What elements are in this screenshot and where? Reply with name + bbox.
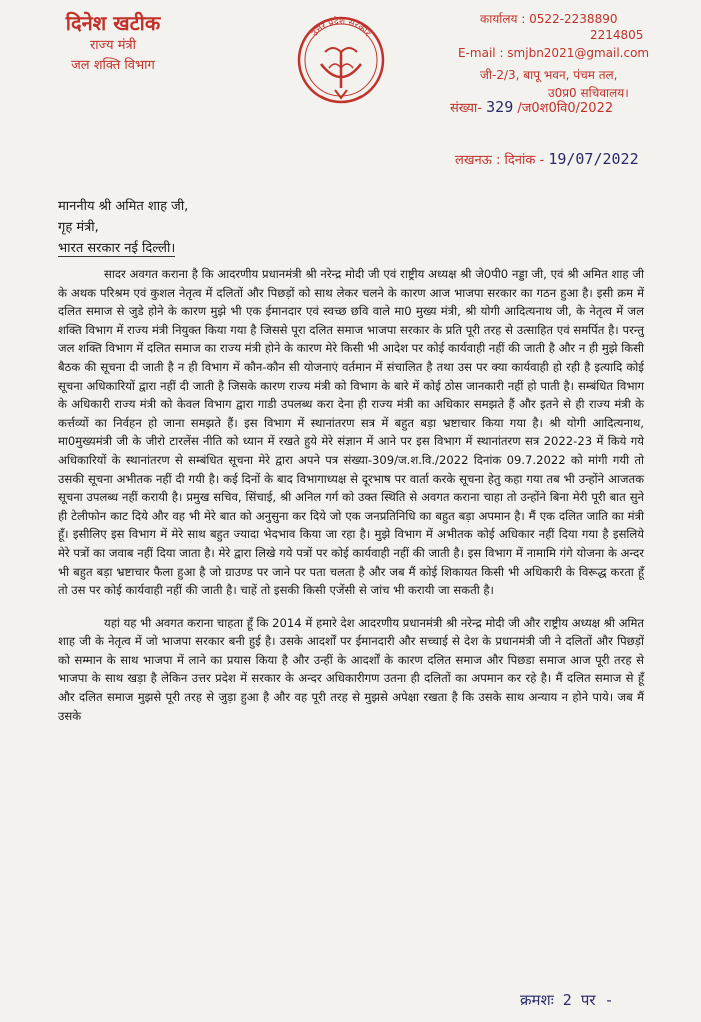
- reference-number: [450, 98, 613, 116]
- svg-text:उत्तर प्रदेश सरकार: [310, 15, 372, 39]
- addressee-office: भारत सरकार नई दिल्ली।: [58, 241, 176, 256]
- body-paragraph-1: सादर अवगत कराना है कि आदरणीय प्रधानमंत्री श्री नरेन्द्र मोदी जी एवं राष्ट्रीय अध्यक्ष श्री जे0पी0 नड्डा जी, एवं श्री अमित शाह जी के अथक परिश्रम एवं कुशल नेतृत्व में दलितों और पिछड़ों को साथ लेकर चलने के कारण आज भाजपा सरकार का गठन हुआ है। इसी क्रम में दलित समाज से जुडे होने के कारण मुझे भी एक ईमानदार एवं स्वच्छ छवि वाले मा0 मुख्य मंत्री, श्री योगी आदित्यनाथ जी, के नेतृत्व में जल शक्ति विभाग में राज्य मंत्री नियुक्त किया गया है जिससे पूरा दलित समाज भाजपा सरकार के प्रति पूरी तरह से उत्साहित एवं समर्पित है। परन्तु जल शक्ति विभाग में दलित समाज का राज्य मंत्री होने के कारण मेरे किसी भी आदेश पर कोई कार्यवाही नहीं की जाती है और न ही मुझे किसी बैठक की सूचना दी जाती है न ही विभाग में कौन-कौन सी योजनाएं वर्तमान में संचालित है तथा उस पर क्या कार्यवाही हो रही है इत्यादि कोई सूचना अधिकारियों द्वारा नहीं दी जाती है जिसके कारण राज्य मंत्री को विभाग के बारे में कोई ठोस जानकारी नहीं हो पाती है। सम्बंधित विभाग के अधिकारी राज्य मंत्री को केवल विभाग द्वारा गाडी उपलब्ध करा देना ही राज्य मंत्री का अधिकार समझते हैं और इतने से ही राज्य मंत्री के कर्त्तव्यों का निर्वहन हो जाना समझते हैं। इस विभाग में स्थानांतरण सत्र में बहुत बड़ा भ्रष्टाचार किया गया है। श्री योगी आदित्यनाथ, मा0मुख्यमंत्री जी के जीरो टारलेंस नीति को ध्यान में रखते हुये मेरे संज्ञान में आने पर इस विभाग में स्थानांतरण सत्र 2022-23 में किये गये अधिकारियों के स्थानांतरण से सम्बंधित सूचना मेरे द्वारा अपने पत्र संख्या-309/ज.श.वि./2022 दिनांक 09.7.2022 को मांगी गयी तो उसकी सूचना अभीतक नहीं दी गयी है। कई दिनों के बाद विभागाध्यक्ष से दूरभाष पर वार्ता करके सूचना हेतु कहा गया तब भी उन्होंने आजतक सूचना उपलब्ध नहीं करायी है। प्रमुख सचिव, सिंचाई, श्री अनिल गर्ग को उक्त स्थिति से अवगत कराना चाहा तो उन्होंने बिना मेरी पूरी बात सुने ही टेलीफोन काट दिये और वह भी मेरे बात को अनुसुना कर दिये जो एक जनप्रतिनिधि का बहुत बड़ा अपमान है। मैं एक दलित जाति का मंत्री हूँ। इसीलिए इस विभाग में मेरे साथ बहुत ज्यादा भेदभाव किया जा रहा है। मुझे विभाग में अभीतक कोई अधिकार नहीं दिया गया है इसलिये मेरे पत्रों का जवाब नहीं दिया जाता है। मेरे द्वारा लिखे गये पत्रों पर कोई कार्यवाही नहीं की जाती है। इस विभाग में नामामि गंगे योजना के अन्दर भी बहुत बड़ा भ्रष्टाचार फैला हुआ है जो ग्राउण्ड पर जाने पर पता चलता है और जब मैं कोई शिकायत किसी भी अधिकारी के विरूद्ध करता हूँ तो उस पर कोई कार्यवाही नहीं की जाती है। चाहें तो इसकी किसी एजेंसी से जांच भी करायी जा सकती है।: [58, 267, 644, 598]
- letter-date: [455, 150, 639, 168]
- office-email: E-mail : smjbn2021@gmail.com: [458, 46, 650, 60]
- address-line-1: जी-2/3, बापू भवन, पंचम तल,: [480, 68, 618, 82]
- address-line-2: उ0प्र0 सचिवालय।: [548, 86, 629, 100]
- reference-suffix: /ज0श0वि0/2022: [517, 101, 614, 116]
- continued-note: क्रमशः 2 पर -: [520, 991, 614, 1009]
- sender-department: जल शक्ति विभाग: [71, 58, 155, 73]
- body-paragraph-2: यहां यह भी अवगत कराना चाहता हूँ कि 2014 में हमारे देश आदरणीय प्रधानमंत्री श्री नरेन्द्र मोदी जी और राष्ट्रीय अध्यक्ष श्री अमित शाह जी के नेतृत्व में जो भाजपा सरकार बनी हुई है। उसके आदर्शों पर ईमानदारी और सच्चाई से देश के प्रधानमंत्री जी ने दलितों और पिछड़ों को सम्मान के साथ भाजपा में लाने का प्रयास किया है और उन्हीं के आदर्शों के कारण दलित समाज और पिछडा समाज आज पूरी तरह से भाजपा के साथ खड़ा है लेकिन उत्तर प्रदेश में सरकार के अन्दर अधिकारीगण उतना ही दलितों का अपमान कर रहे है। मैं दलित समाज से हूँ और दलित समाज मुझसे पूरी तरह से जुड़ा हुआ है और वह पूरी तरह से मुझसे अपेक्षा रखता है कि उसके साथ अन्याय न होने पाये। जब मैं उसके: [58, 615, 644, 723]
- letterhead-sender: [38, 10, 188, 76]
- reference-label: संख्या-: [450, 101, 482, 116]
- sender-name: दिनेश खटीक: [65, 11, 161, 35]
- date-label: लखनऊ : दिनांक -: [455, 153, 545, 168]
- emblem-text: उत्तर प्रदेश सरकार: [310, 16, 373, 39]
- reference-handwritten-number: 329: [486, 98, 514, 116]
- date-handwritten-value: 19/07/2022: [548, 150, 639, 168]
- addressee-designation: गृह मंत्री,: [58, 220, 99, 235]
- letter-body: [58, 265, 644, 725]
- addressee-block: [58, 196, 188, 259]
- office-phone: कार्यालय : 0522-2238890: [480, 12, 618, 26]
- addressee-name: माननीय श्री अमित शाह जी,: [58, 199, 189, 214]
- sender-designation: राज्य मंत्री: [89, 38, 137, 53]
- up-government-emblem-icon: [295, 8, 387, 118]
- office-phone-2: 2214805: [590, 28, 644, 42]
